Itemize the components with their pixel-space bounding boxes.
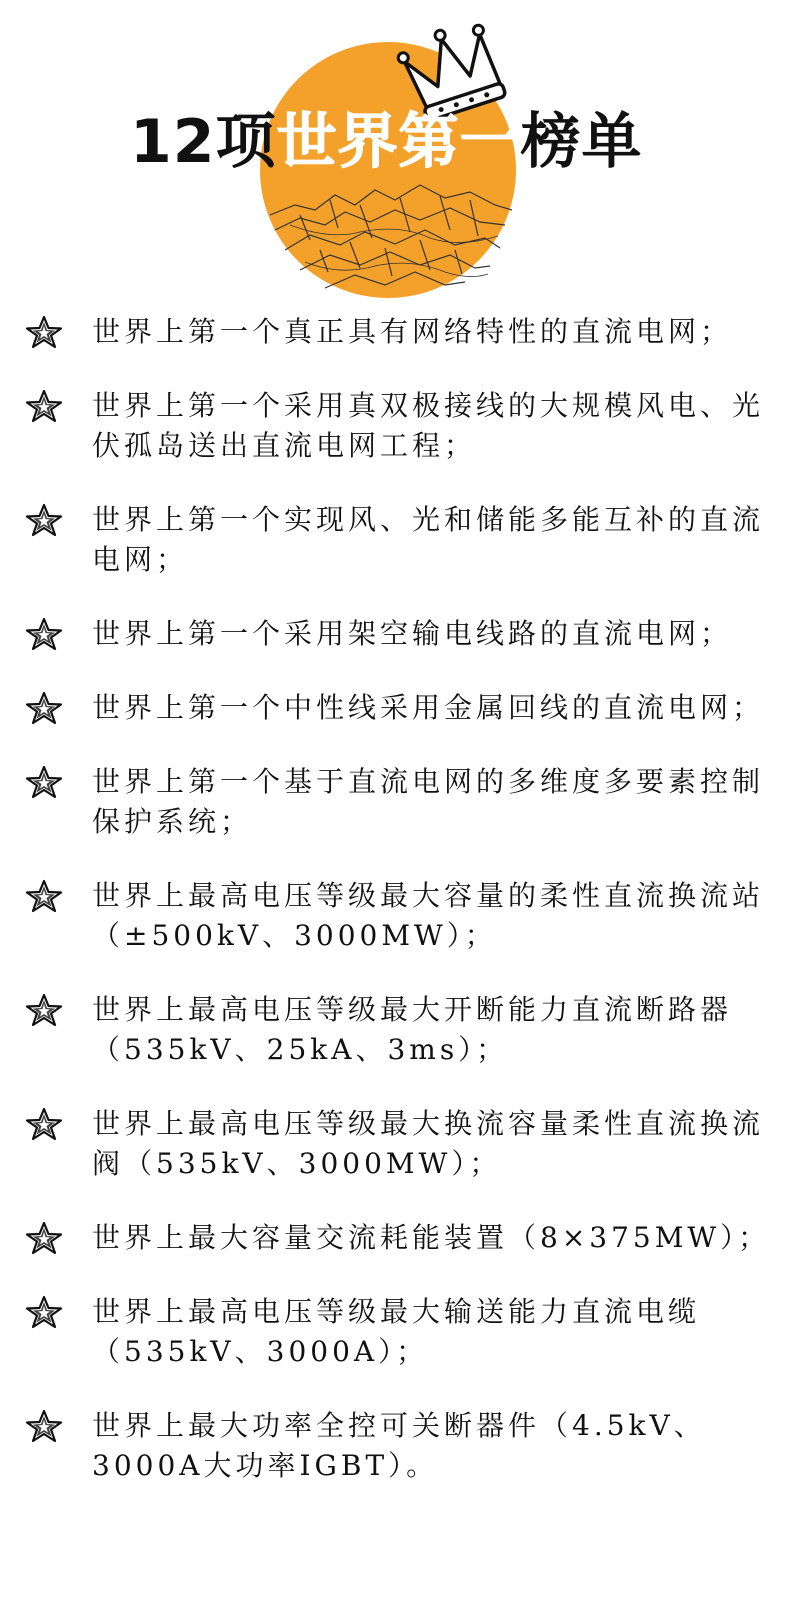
list-item <box>0 876 800 956</box>
header-banner <box>0 0 800 310</box>
page-title <box>130 107 643 177</box>
item-text: 世界上最高电压等级最大换流容量柔性直流换流阀（535kV、3000MW）； <box>92 1107 765 1180</box>
star-icon <box>24 1106 64 1142</box>
list-item <box>0 688 800 728</box>
title-part-2: 世界第一 <box>276 107 521 177</box>
list-item <box>0 500 800 580</box>
title-part-3: 榜单 <box>520 107 643 177</box>
star-icon <box>24 690 64 726</box>
item-text: 世界上第一个采用真双极接线的大规模风电、光伏孤岛送出直流电网工程； <box>92 389 765 462</box>
list-item <box>0 614 800 654</box>
item-text: 世界上第一个中性线采用金属回线的直流电网； <box>92 691 765 724</box>
item-text: 世界上最大功率全控可关断器件（4.5kV、3000A大功率IGBT）。 <box>92 1409 706 1482</box>
item-text: 世界上最高电压等级最大开断能力直流断路器（535kV、25kA、3ms）； <box>92 993 733 1066</box>
star-icon <box>24 1408 64 1444</box>
star-icon <box>24 616 64 652</box>
item-text: 世界上第一个真正具有网络特性的直流电网； <box>92 315 733 348</box>
item-text: 世界上第一个采用架空输电线路的直流电网； <box>92 617 733 650</box>
item-text: 世界上第一个实现风、光和储能多能互补的直流电网； <box>92 503 765 576</box>
item-text: 世界上第一个基于直流电网的多维度多要素控制保护系统； <box>92 765 765 838</box>
list-item <box>0 386 800 466</box>
star-icon <box>24 1220 64 1256</box>
star-icon <box>24 502 64 538</box>
star-icon <box>24 878 64 914</box>
list-item <box>0 1292 800 1372</box>
item-text: 世界上最高电压等级最大输送能力直流电缆（535kV、3000A）； <box>92 1295 701 1368</box>
title-part-1: 12项 <box>130 107 277 177</box>
list-item <box>0 1406 800 1486</box>
item-text: 世界上最高电压等级最大容量的柔性直流换流站（±500kV、3000MW）； <box>92 879 765 952</box>
list-item <box>0 990 800 1070</box>
star-icon <box>24 992 64 1028</box>
list-item <box>0 1104 800 1184</box>
star-icon <box>24 1294 64 1330</box>
item-text: 世界上最大容量交流耗能装置（8×375MW）； <box>92 1221 771 1254</box>
star-icon <box>24 314 64 350</box>
record-list <box>0 312 800 1520</box>
star-icon <box>24 764 64 800</box>
star-icon <box>24 388 64 424</box>
list-item <box>0 1218 800 1258</box>
list-item <box>0 312 800 352</box>
list-item <box>0 762 800 842</box>
